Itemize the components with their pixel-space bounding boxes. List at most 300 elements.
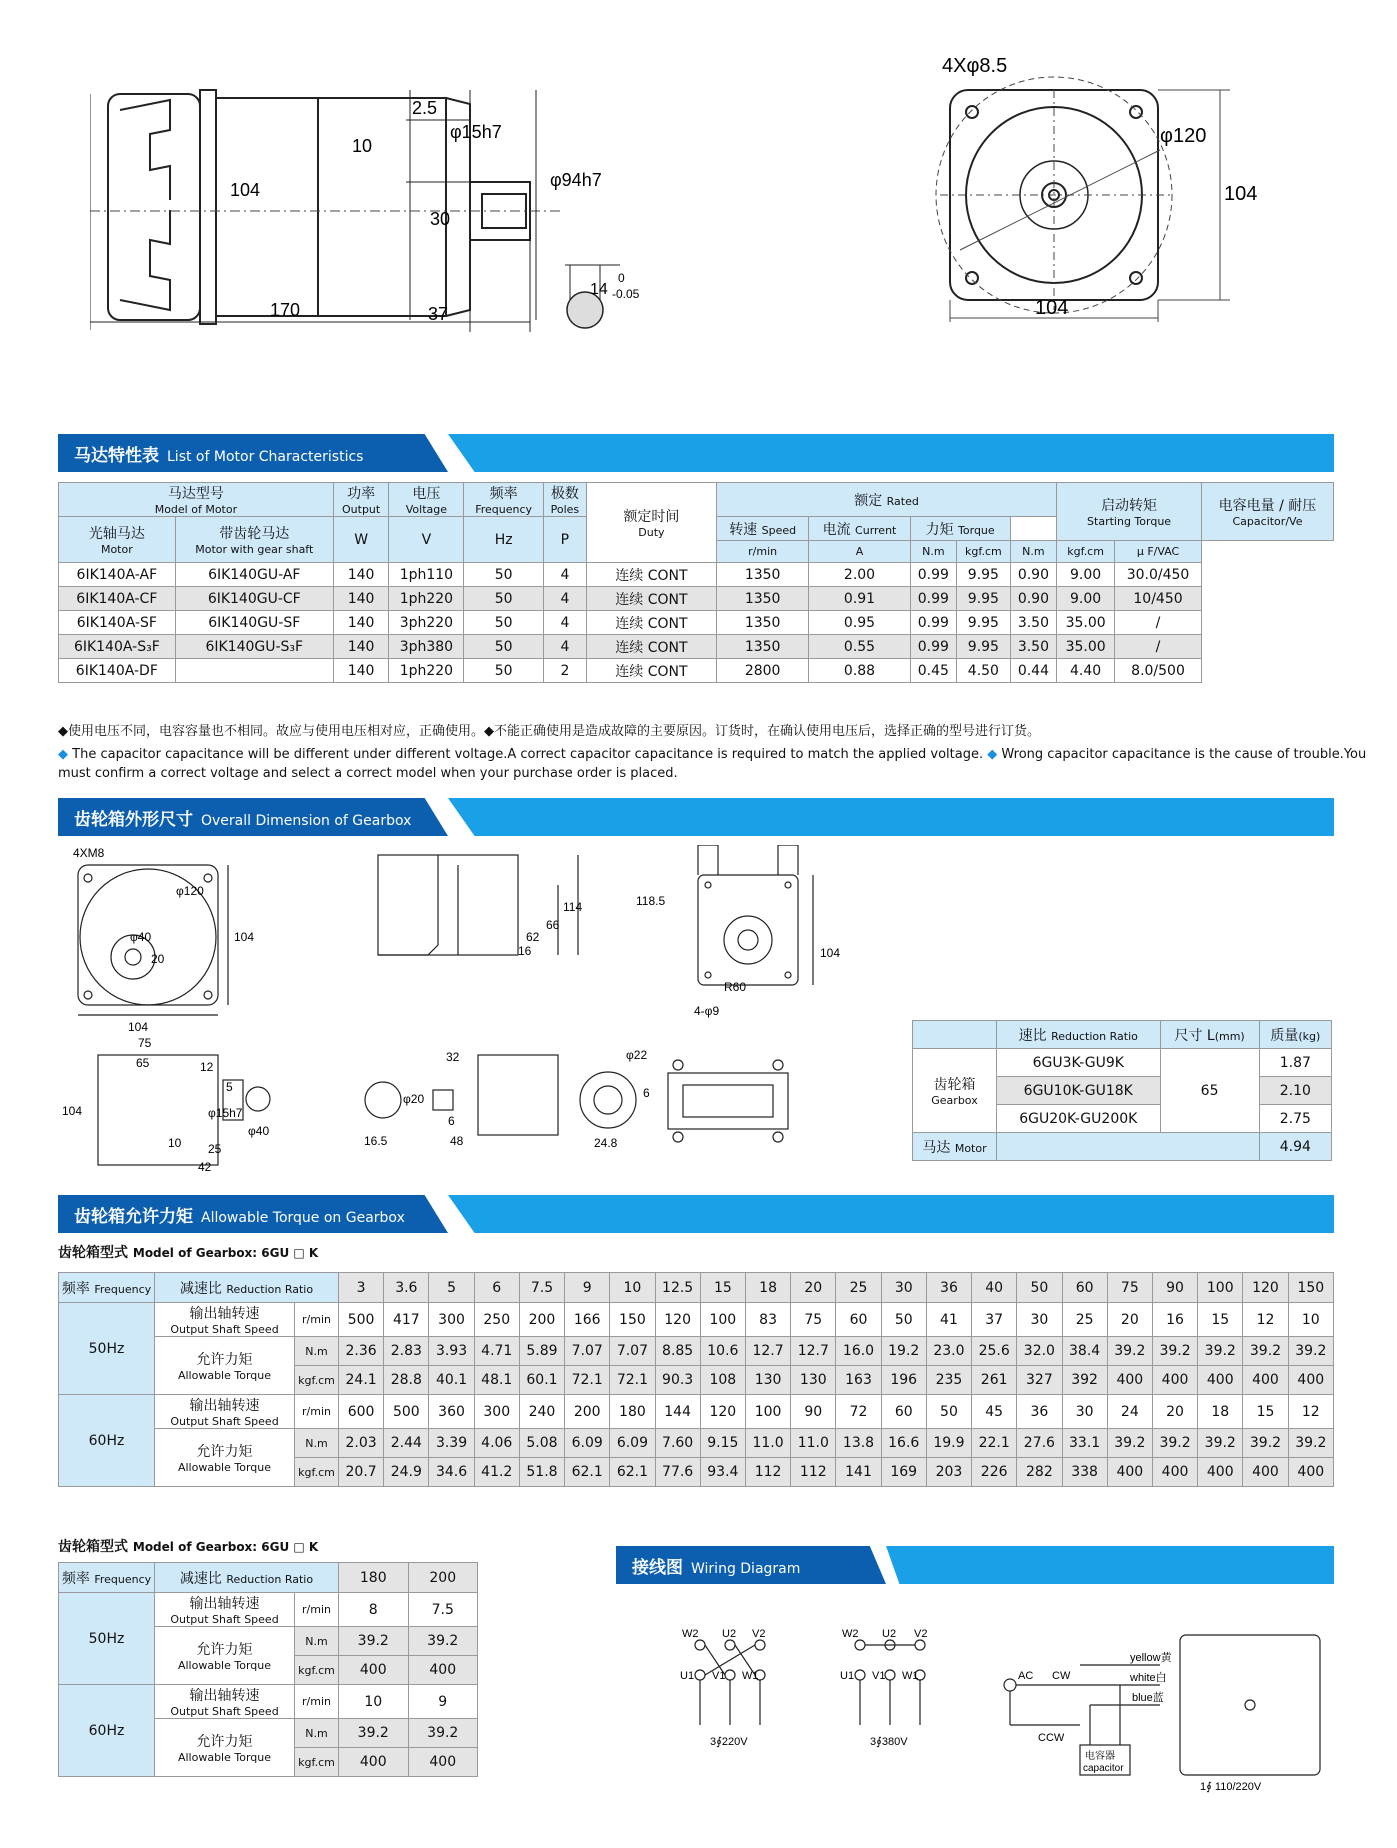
- motor-cell: 3.50: [1010, 611, 1056, 635]
- svg-text:capacitor: capacitor: [1083, 1763, 1124, 1774]
- svg-text:φ120: φ120: [176, 884, 204, 898]
- torque-kgf-cell: 51.8: [519, 1458, 564, 1487]
- motor-cell: 6IK140A-SF: [59, 611, 176, 635]
- torque-kgf-cell: 400: [1288, 1458, 1333, 1487]
- torque-kgf-cell: 400: [1198, 1366, 1243, 1395]
- motor-cell: 35.00: [1057, 611, 1115, 635]
- motor-cell: 9.95: [957, 635, 1011, 659]
- svg-text:W2: W2: [682, 1628, 699, 1640]
- ratio-cell: 15: [700, 1273, 745, 1303]
- torque-nm-cell: 32.0: [1017, 1337, 1062, 1366]
- svg-text:24.8: 24.8: [594, 1136, 618, 1150]
- notes: ◆使用电压不同，电容容量也不相同。故应与使用电压相对应，正确使用。◆不能正确使用是造成故障的主要原因。订货时，在确认使用电压后，选择正确的型号进行订货。 ◆ The capacitor capacitance will be different under different voltage.A correct capacitor capacitance is required to match the applied voltage. ◆ Wrong capacitor capacitance is the cause of trouble.You must confirm a correct voltage and select a correct model when your purchase order is placed.: [58, 722, 1397, 783]
- speed-cell: 100: [700, 1303, 745, 1337]
- dim-tol-0: 0: [618, 271, 625, 285]
- torque-nm-cell: 39.2: [1107, 1337, 1152, 1366]
- torque-nm-cell: 7.07: [565, 1337, 610, 1366]
- speed-cell: 20: [1107, 1303, 1152, 1337]
- svg-text:20: 20: [151, 952, 165, 966]
- svg-text:1∮ 110/220V: 1∮ 110/220V: [1200, 1781, 1262, 1793]
- motor-row: [59, 659, 1334, 683]
- motor-cell: 0.44: [1010, 659, 1056, 683]
- svg-text:75: 75: [138, 1036, 152, 1050]
- motor-cell: 30.0/450: [1115, 563, 1202, 587]
- speed-cell: 180: [610, 1395, 655, 1429]
- motor-cell: 6IK140A-DF: [59, 659, 176, 683]
- motor-cell: 0.55: [809, 635, 910, 659]
- motor-cell: 8.0/500: [1115, 659, 1202, 683]
- torque-nm-cell: 39.2: [1107, 1429, 1152, 1458]
- torque-table-main: 频率 Frequency 减速比 Reduction Ratio 3 3.6 5 6 7.5 9 10 12.5 15 18 20 25 30 36 40 50 60 75 90 100 120 150 50Hz 输出轴转速 Output Shaft Speed r/min 500 417 300 250 200 166 150 120 100 83 75 60 50 41 37 30 25 20 16 15 12 10 允许力矩 Allowable Torque N.m 2.36 2.83 3.93 4.71 5.89 7.07 7.07 8.85 10.6 12.7 12.7 16.0 19.2 23.0 25.6 32.0 38.4 39.2 39.2 39.2 39.2 39.2 kgf.cm 24.1 28.8 40.1 48.1 60.1 72.1 72.1 90.3 108 130 130 163 196 235 261 327 392 400 400 400 400 400 60Hz 输出轴转速 Output Shaft Speed r/min 600 500 360 300 240 200 180 144 120 100 90 72 60 50 45 36 30 24 20 18 15 12 允许力矩 Allowable Torque N.m 2.03 2.44 3.39 4.06 5.08 6.09 6.09 7.60 9.15 11.0 11.0 13.8 16.6 19.9 22.1 27.6 33.1 39.2 39.2 39.2 39.2 39.2 kgf.cm 20.7 24.9 34.6 41.2 51.8 62.1 62.1 77.6 93.4 112 112 141 169 203 226 282 338 400 400 400 400 400: [58, 1272, 1334, 1487]
- motor-cell: 1ph220: [389, 587, 464, 611]
- torque-kgf-cell: 169: [881, 1458, 926, 1487]
- svg-text:U1: U1: [680, 1670, 695, 1682]
- speed-cell: 37: [972, 1303, 1017, 1337]
- motor-cell: 6IK140A-AF: [59, 563, 176, 587]
- svg-text:6: 6: [448, 1114, 455, 1128]
- ratio-cell: 25: [836, 1273, 881, 1303]
- svg-text:W1: W1: [742, 1670, 759, 1682]
- torque-nm-cell: 39.2: [339, 1627, 409, 1656]
- ratio-cell: 30: [881, 1273, 926, 1303]
- motor-cell: 1350: [716, 611, 808, 635]
- torque-kgf-cell: 338: [1062, 1458, 1107, 1487]
- svg-text:104: 104: [62, 1104, 83, 1118]
- speed-cell: 10: [1288, 1303, 1333, 1337]
- torque-kgf-cell: 141: [836, 1458, 881, 1487]
- motor-cell: 6IK140A-CF: [59, 587, 176, 611]
- ratio-cell: 3: [339, 1273, 384, 1303]
- torque-kgf-cell: 400: [1243, 1458, 1288, 1487]
- torque-nm-cell: 13.8: [836, 1429, 881, 1458]
- motor-cell: 140: [333, 611, 389, 635]
- ratio-cell: 20: [791, 1273, 836, 1303]
- svg-text:4-φ9: 4-φ9: [694, 1004, 720, 1018]
- torque-nm-cell: 10.6: [700, 1337, 745, 1366]
- torque-nm-cell: 2.83: [384, 1337, 429, 1366]
- torque-nm-cell: 2.03: [339, 1429, 384, 1458]
- motor-cell: 0.99: [910, 635, 956, 659]
- speed-cell: 30: [1062, 1395, 1107, 1429]
- svg-text:V2: V2: [752, 1628, 766, 1640]
- torque-kgf-cell: 327: [1017, 1366, 1062, 1395]
- torque-model-caption: 齿轮箱型式 Model of Gearbox: 6GU □ K: [58, 1245, 319, 1261]
- torque-kgf-cell: 112: [745, 1458, 790, 1487]
- torque-kgf-cell: 108: [700, 1366, 745, 1395]
- speed-cell: 200: [565, 1395, 610, 1429]
- motor-cell: 1350: [716, 587, 808, 611]
- torque-nm-cell: 5.08: [519, 1429, 564, 1458]
- svg-text:φ15h7: φ15h7: [208, 1106, 243, 1120]
- motor-row: [59, 563, 1334, 587]
- svg-text:CW: CW: [1052, 1670, 1071, 1682]
- svg-text:16: 16: [518, 944, 532, 958]
- motor-cell: 2800: [716, 659, 808, 683]
- torque-nm-cell: 23.0: [926, 1337, 971, 1366]
- motor-cell: 6IK140GU-SF: [175, 611, 333, 635]
- torque-kgf-cell: 400: [1107, 1458, 1152, 1487]
- motor-cell: 3ph220: [389, 611, 464, 635]
- torque-nm-cell: 22.1: [972, 1429, 1017, 1458]
- ratio-cell: 180: [339, 1563, 409, 1593]
- speed-cell: 25: [1062, 1303, 1107, 1337]
- motor-cell: 140: [333, 587, 389, 611]
- motor-cell: 0.99: [910, 587, 956, 611]
- motor-cell: /: [1115, 635, 1202, 659]
- svg-text:62: 62: [526, 930, 540, 944]
- speed-cell: 72: [836, 1395, 881, 1429]
- torque-nm-cell: 39.2: [1288, 1337, 1333, 1366]
- speed-cell: 50: [881, 1303, 926, 1337]
- motor-cell: 4.40: [1057, 659, 1115, 683]
- motor-cell: 1350: [716, 563, 808, 587]
- torque-kgf-cell: 62.1: [610, 1458, 655, 1487]
- motor-cell: 50: [464, 635, 543, 659]
- torque-nm-cell: 11.0: [791, 1429, 836, 1458]
- speed-cell: 9: [408, 1685, 478, 1719]
- svg-text:W2: W2: [842, 1628, 859, 1640]
- dim-104-side: 104: [230, 180, 261, 200]
- svg-text:V1: V1: [712, 1670, 726, 1682]
- torque-nm-cell: 12.7: [791, 1337, 836, 1366]
- motor-cell: /: [1115, 611, 1202, 635]
- dim-tol-neg: -0.05: [612, 287, 640, 301]
- speed-cell: 41: [926, 1303, 971, 1337]
- speed-cell: 12: [1243, 1303, 1288, 1337]
- motor-cell: 50: [464, 563, 543, 587]
- speed-cell: 240: [519, 1395, 564, 1429]
- section-title-cn: 马达特性表: [74, 446, 159, 466]
- torque-kgf-cell: 261: [972, 1366, 1017, 1395]
- dim-104-h: 104: [1224, 183, 1258, 205]
- motor-row: [59, 611, 1334, 635]
- torque-model-caption-2: 齿轮箱型式 Model of Gearbox: 6GU □ K: [58, 1539, 319, 1555]
- torque-kgf-cell: 400: [408, 1656, 478, 1685]
- ratio-cell: 36: [926, 1273, 971, 1303]
- motor-cell: 140: [333, 563, 389, 587]
- note-cn: ◆使用电压不同，电容容量也不相同。故应与使用电压相对应，正确使用。◆不能正确使用是造成故障的主要原因。订货时，在确认使用电压后，选择正确的型号进行订货。: [58, 724, 1040, 739]
- speed-cell: 250: [474, 1303, 519, 1337]
- section-wiring-header: 接线图 Wiring Diagram: [616, 1546, 1334, 1584]
- torque-kgf-cell: 34.6: [429, 1458, 474, 1487]
- torque-table-secondary: 频率 Frequency 减速比 Reduction Ratio 180 200 50Hz 输出轴转速 Output Shaft Speed r/min 8 7.5 允许力矩 Allowable Torque N.m 39.2 39.2 kgf.cm 400 400 60Hz 输出轴转速 Output Shaft Speed r/min 10 9 允许力矩 Allowable Torque N.m 39.2 39.2 kgf.cm 400 400: [58, 1562, 478, 1777]
- section-title-en: List of Motor Characteristics: [167, 449, 364, 465]
- speed-cell: 417: [384, 1303, 429, 1337]
- torque-kgf-cell: 400: [339, 1748, 409, 1777]
- torque-nm-cell: 4.71: [474, 1337, 519, 1366]
- speed-cell: 200: [519, 1303, 564, 1337]
- ratio-cell: 40: [972, 1273, 1017, 1303]
- speed-cell: 90: [791, 1395, 836, 1429]
- speed-cell: 8: [339, 1593, 409, 1627]
- torque-kgf-cell: 235: [926, 1366, 971, 1395]
- torque-kgf-cell: 24.9: [384, 1458, 429, 1487]
- ratio-cell: 7.5: [519, 1273, 564, 1303]
- torque-kgf-cell: 163: [836, 1366, 881, 1395]
- svg-text:V2: V2: [914, 1628, 928, 1640]
- motor-cell: 10/450: [1115, 587, 1202, 611]
- torque-nm-cell: 7.60: [655, 1429, 700, 1458]
- torque-kgf-cell: 60.1: [519, 1366, 564, 1395]
- svg-text:5: 5: [226, 1080, 233, 1094]
- motor-cell: 连续 CONT: [586, 587, 716, 611]
- speed-cell: 7.5: [408, 1593, 478, 1627]
- ratio-cell: 150: [1288, 1273, 1333, 1303]
- svg-text:3∮380V: 3∮380V: [870, 1736, 908, 1748]
- ratio-cell: 18: [745, 1273, 790, 1303]
- torque-nm-cell: 39.2: [408, 1627, 478, 1656]
- motor-cell: 4.50: [957, 659, 1011, 683]
- motor-cell: 6IK140GU-S₃F: [175, 635, 333, 659]
- svg-text:118.5: 118.5: [636, 894, 666, 908]
- speed-cell: 30: [1017, 1303, 1062, 1337]
- ratio-cell: 9: [565, 1273, 610, 1303]
- svg-text:114: 114: [563, 900, 583, 914]
- motor-cell: 4: [543, 611, 586, 635]
- motor-cell: 0.88: [809, 659, 910, 683]
- torque-nm-cell: 6.09: [610, 1429, 655, 1458]
- torque-kgf-cell: 203: [926, 1458, 971, 1487]
- torque-nm-cell: 39.2: [339, 1719, 409, 1748]
- speed-cell: 300: [474, 1395, 519, 1429]
- torque-nm-cell: 25.6: [972, 1337, 1017, 1366]
- svg-text:W1: W1: [902, 1670, 919, 1682]
- speed-cell: 10: [339, 1685, 409, 1719]
- torque-kgf-cell: 400: [1152, 1366, 1197, 1395]
- svg-text:65: 65: [136, 1056, 150, 1070]
- torque-nm-cell: 3.93: [429, 1337, 474, 1366]
- torque-kgf-cell: 62.1: [565, 1458, 610, 1487]
- svg-text:φ20: φ20: [403, 1092, 425, 1106]
- svg-text:4XM8: 4XM8: [73, 846, 105, 860]
- motor-cell: 4: [543, 587, 586, 611]
- motor-cell: 连续 CONT: [586, 659, 716, 683]
- torque-nm-cell: 39.2: [1198, 1429, 1243, 1458]
- ratio-cell: 50: [1017, 1273, 1062, 1303]
- ratio-cell: 75: [1107, 1273, 1152, 1303]
- speed-cell: 75: [791, 1303, 836, 1337]
- motor-cell: 6IK140GU-CF: [175, 587, 333, 611]
- speed-cell: 144: [655, 1395, 700, 1429]
- ratio-cell: 5: [429, 1273, 474, 1303]
- torque-nm-cell: 5.89: [519, 1337, 564, 1366]
- torque-kgf-cell: 48.1: [474, 1366, 519, 1395]
- speed-cell: 500: [384, 1395, 429, 1429]
- dim-10: 10: [352, 136, 373, 156]
- svg-text:3∮220V: 3∮220V: [710, 1736, 748, 1748]
- motor-cell: 0.95: [809, 611, 910, 635]
- svg-text:φ40: φ40: [130, 930, 152, 944]
- speed-cell: 500: [339, 1303, 384, 1337]
- svg-text:blue蓝: blue蓝: [1132, 1692, 1164, 1704]
- wiring-diagram: [660, 1615, 1340, 1795]
- motor-cell: 1350: [716, 635, 808, 659]
- svg-text:12: 12: [200, 1060, 214, 1074]
- torque-nm-cell: 16.0: [836, 1337, 881, 1366]
- speed-cell: 16: [1152, 1303, 1197, 1337]
- svg-text:white白: white白: [1130, 1672, 1167, 1684]
- dim-2-5: 2.5: [412, 98, 438, 118]
- torque-nm-cell: 39.2: [408, 1719, 478, 1748]
- dim-170: 170: [270, 300, 301, 320]
- svg-text:32: 32: [446, 1050, 460, 1064]
- svg-text:φ22: φ22: [626, 1048, 648, 1062]
- motor-cell: 4: [543, 635, 586, 659]
- speed-cell: 45: [972, 1395, 1017, 1429]
- torque-kgf-cell: 112: [791, 1458, 836, 1487]
- torque-nm-cell: 11.0: [745, 1429, 790, 1458]
- motor-row: [59, 635, 1334, 659]
- dim-shaft: φ15h7: [450, 122, 502, 142]
- torque-kgf-cell: 41.2: [474, 1458, 519, 1487]
- torque-nm-cell: 2.44: [384, 1429, 429, 1458]
- motor-cell: 6IK140A-S₃F: [59, 635, 176, 659]
- torque-nm-cell: 8.85: [655, 1337, 700, 1366]
- torque-nm-cell: 2.36: [339, 1337, 384, 1366]
- torque-kgf-cell: 196: [881, 1366, 926, 1395]
- dim-14: 14: [590, 281, 608, 298]
- torque-kgf-cell: 400: [1288, 1366, 1333, 1395]
- speed-cell: 50: [926, 1395, 971, 1429]
- torque-kgf-cell: 226: [972, 1458, 1017, 1487]
- speed-cell: 15: [1243, 1395, 1288, 1429]
- svg-text:10: 10: [168, 1136, 182, 1150]
- motor-cell: 连续 CONT: [586, 563, 716, 587]
- motor-cell: 1ph220: [389, 659, 464, 683]
- torque-nm-cell: 27.6: [1017, 1429, 1062, 1458]
- svg-text:R60: R60: [724, 980, 747, 994]
- speed-cell: 18: [1198, 1395, 1243, 1429]
- section-dim-header: 齿轮箱外形尺寸 Overall Dimension of Gearbox: [58, 798, 1334, 836]
- motor-cell: 0.99: [910, 611, 956, 635]
- speed-cell: 300: [429, 1303, 474, 1337]
- ratio-cell: 120: [1243, 1273, 1288, 1303]
- svg-text:yellow黄: yellow黄: [1130, 1652, 1172, 1664]
- motor-cell: 3.50: [1010, 635, 1056, 659]
- motor-cell: 0.90: [1010, 563, 1056, 587]
- torque-kgf-cell: 93.4: [700, 1458, 745, 1487]
- torque-nm-cell: 7.07: [610, 1337, 655, 1366]
- torque-nm-cell: 6.09: [565, 1429, 610, 1458]
- torque-kgf-cell: 28.8: [384, 1366, 429, 1395]
- torque-nm-cell: 38.4: [1062, 1337, 1107, 1366]
- speed-cell: 83: [745, 1303, 790, 1337]
- ratio-cell: 6: [474, 1273, 519, 1303]
- motor-cell: 9.00: [1057, 587, 1115, 611]
- ratio-cell: 3.6: [384, 1273, 429, 1303]
- torque-kgf-cell: 400: [1152, 1458, 1197, 1487]
- ratio-cell: 12.5: [655, 1273, 700, 1303]
- dim-pcd: φ120: [1160, 125, 1207, 147]
- speed-cell: 60: [881, 1395, 926, 1429]
- torque-kgf-cell: 90.3: [655, 1366, 700, 1395]
- ratio-cell: 90: [1152, 1273, 1197, 1303]
- motor-characteristics-table: 马达型号 Model of Motor 功率 Output 电压 Voltage 频率 Frequency 极数 Poles 额定时间 Duty 额定 Rated 启动转矩 Starting Torque 电容电量 / 耐压 Capacitor/Ve 光轴马达 Motor 带齿轮马达 Motor with gear shaft W V Hz P 转速 Speed 电流 Current 力矩 Torque r/min A N.m kgf.cm N.m kgf.cm μ F/VAC 6IK140A-AF 6IK140GU-AF 140 1ph110 50 4 连续 CONT 1350 2.00 0.99 9.95 0.90 9.00 30.0/450 6IK140A-CF 6IK140GU-CF 140 1ph220 50 4 连续 CONT 1350 0.91 0.99 9.95 0.90 9.00 10/450 6IK140A-SF 6IK140GU-SF 140 3ph220 50 4 连续 CONT 1350 0.95 0.99 9.95 3.50 35.00 / 6IK140A-S₃F 6IK140GU-S₃F 140 3ph380 50 4 连续 CONT 1350 0.55 0.99 9.95 3.50 35.00 / 6IK140A-DF 140 1ph220 50 2 连续 CONT 2800 0.88 0.45 4.50 0.44 4.40 8.0/500: [58, 482, 1334, 683]
- torque-nm-cell: 39.2: [1152, 1337, 1197, 1366]
- svg-text:104: 104: [820, 946, 841, 960]
- speed-cell: 360: [429, 1395, 474, 1429]
- speed-cell: 60: [836, 1303, 881, 1337]
- svg-text:16.5: 16.5: [364, 1134, 388, 1148]
- motor-cell: 50: [464, 611, 543, 635]
- torque-nm-cell: 19.2: [881, 1337, 926, 1366]
- dim-94: φ94h7: [550, 170, 602, 190]
- motor-cell: 1ph110: [389, 563, 464, 587]
- gearbox-dimension-drawings: [58, 845, 918, 1185]
- speed-cell: 12: [1288, 1395, 1333, 1429]
- torque-nm-cell: 12.7: [745, 1337, 790, 1366]
- torque-kgf-cell: 400: [408, 1748, 478, 1777]
- speed-cell: 20: [1152, 1395, 1197, 1429]
- section-motor-header: [58, 434, 1334, 472]
- motor-cell: 9.95: [957, 587, 1011, 611]
- motor-cell: 连续 CONT: [586, 611, 716, 635]
- svg-text:25: 25: [208, 1142, 222, 1156]
- speed-cell: 24: [1107, 1395, 1152, 1429]
- motor-cell: 50: [464, 587, 543, 611]
- ratio-cell: 100: [1198, 1273, 1243, 1303]
- svg-text:CCW: CCW: [1038, 1732, 1065, 1744]
- torque-kgf-cell: 282: [1017, 1458, 1062, 1487]
- dim-holes: 4Xφ8.5: [942, 55, 1008, 77]
- svg-text:104: 104: [234, 930, 255, 944]
- speed-cell: 600: [339, 1395, 384, 1429]
- svg-text:V1: V1: [872, 1670, 886, 1682]
- speed-cell: 15: [1198, 1303, 1243, 1337]
- torque-kgf-cell: 20.7: [339, 1458, 384, 1487]
- motor-cell: 140: [333, 635, 389, 659]
- speed-cell: 166: [565, 1303, 610, 1337]
- torque-nm-cell: 39.2: [1243, 1337, 1288, 1366]
- speed-cell: 150: [610, 1303, 655, 1337]
- torque-kgf-cell: 72.1: [610, 1366, 655, 1395]
- motor-side-drawing: [90, 70, 790, 400]
- motor-cell: 6IK140GU-AF: [175, 563, 333, 587]
- motor-cell: 2.00: [809, 563, 910, 587]
- torque-nm-cell: 33.1: [1062, 1429, 1107, 1458]
- torque-nm-cell: 9.15: [700, 1429, 745, 1458]
- torque-kgf-cell: 400: [1198, 1458, 1243, 1487]
- svg-text:42: 42: [198, 1160, 212, 1174]
- motor-cell: 0.90: [1010, 587, 1056, 611]
- dim-30: 30: [430, 209, 451, 229]
- motor-cell: 0.91: [809, 587, 910, 611]
- motor-cell: 140: [333, 659, 389, 683]
- motor-row: [59, 587, 1334, 611]
- motor-cell: [175, 659, 333, 683]
- torque-nm-cell: 39.2: [1152, 1429, 1197, 1458]
- svg-text:104: 104: [128, 1020, 149, 1034]
- speed-cell: 100: [745, 1395, 790, 1429]
- motor-cell: 0.45: [910, 659, 956, 683]
- torque-kgf-cell: 24.1: [339, 1366, 384, 1395]
- motor-front-drawing: [920, 50, 1260, 380]
- motor-cell: 4: [543, 563, 586, 587]
- motor-cell: 2: [543, 659, 586, 683]
- ratio-cell: 10: [610, 1273, 655, 1303]
- svg-text:48: 48: [450, 1134, 464, 1148]
- motor-cell: 3ph380: [389, 635, 464, 659]
- torque-kgf-cell: 40.1: [429, 1366, 474, 1395]
- section-torque-header: 齿轮箱允许力矩 Allowable Torque on Gearbox: [58, 1195, 1334, 1233]
- ratio-cell: 60: [1062, 1273, 1107, 1303]
- torque-nm-cell: 19.9: [926, 1429, 971, 1458]
- svg-text:U1: U1: [840, 1670, 855, 1682]
- svg-text:AC: AC: [1018, 1670, 1034, 1682]
- torque-kgf-cell: 400: [1243, 1366, 1288, 1395]
- svg-text:66: 66: [546, 918, 560, 932]
- dim-37: 37: [428, 304, 449, 324]
